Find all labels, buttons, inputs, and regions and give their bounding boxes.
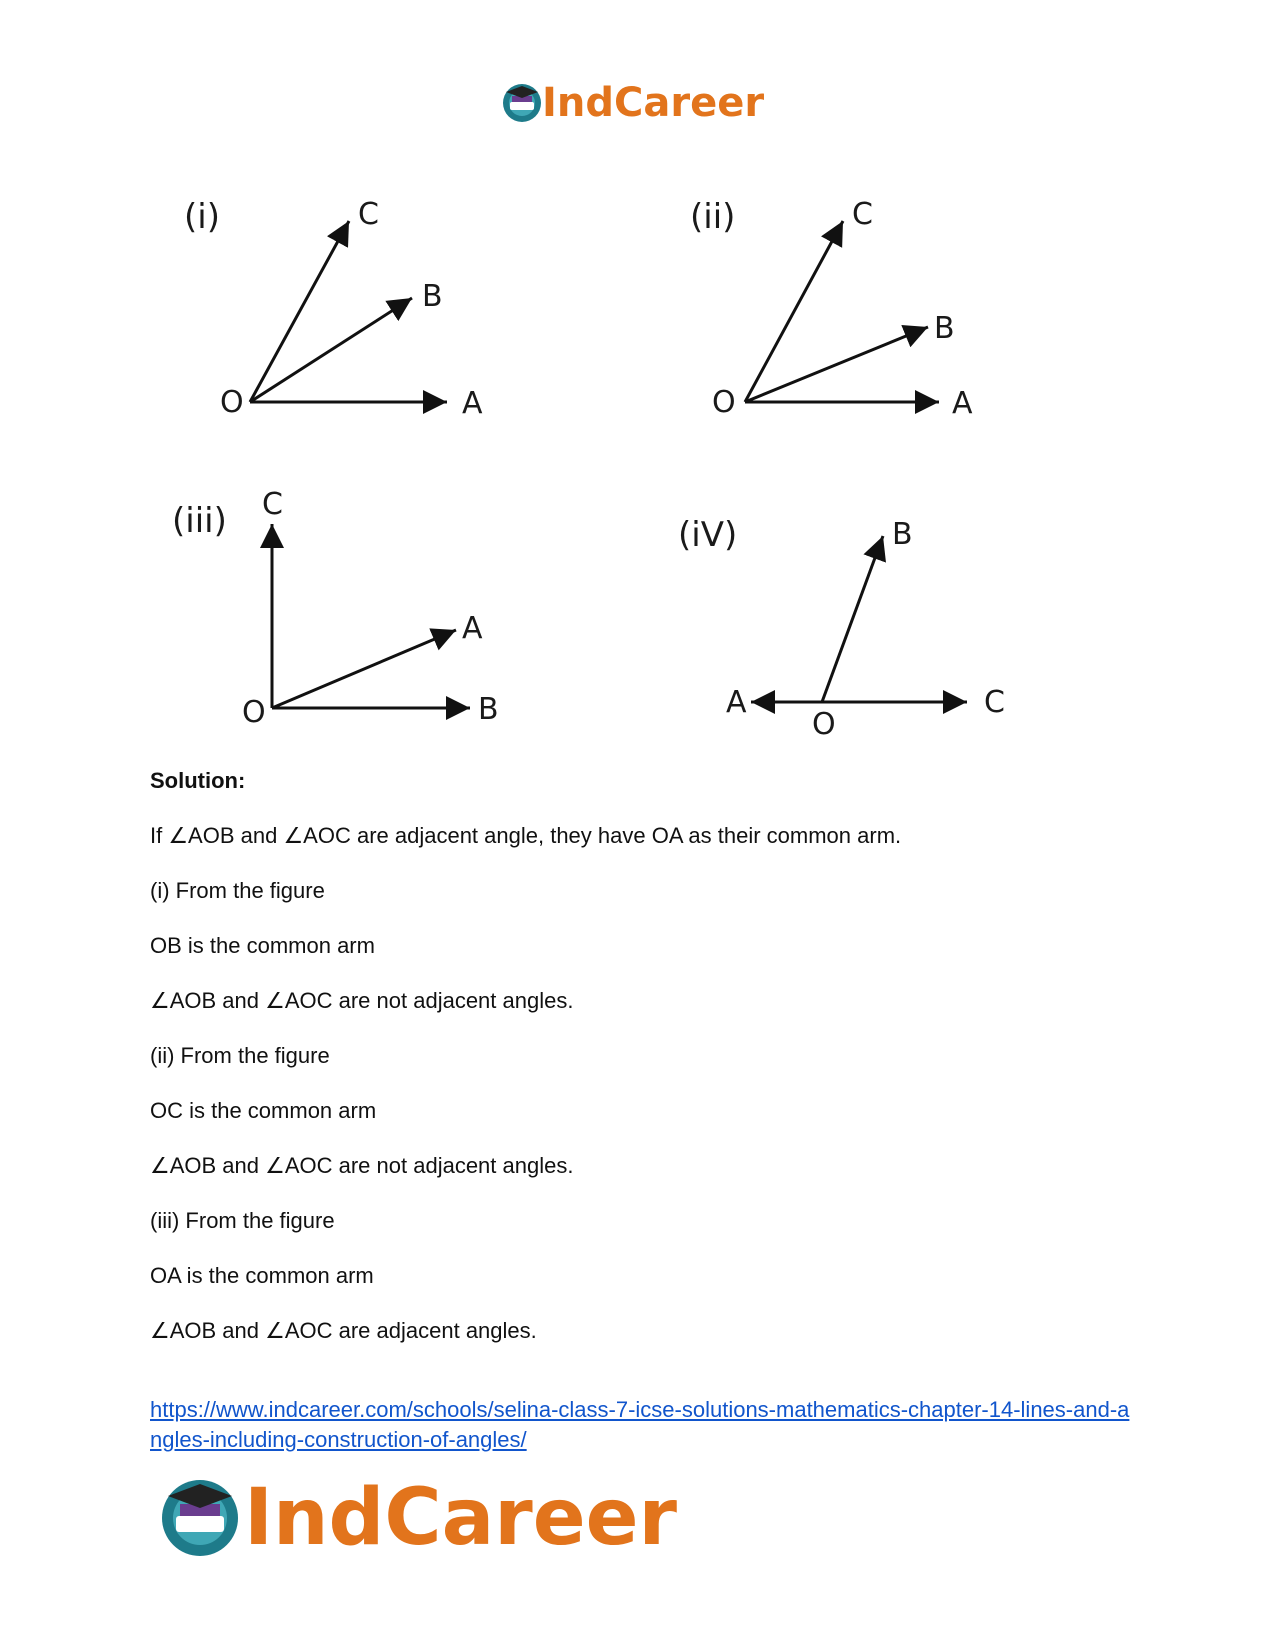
point-label: B	[892, 517, 913, 552]
figure-i	[184, 197, 483, 421]
point-label: O	[242, 695, 266, 730]
ray-ob	[250, 298, 412, 402]
logo-text: IndCareer	[244, 1473, 677, 1562]
solution-line: ∠AOB and ∠AOC are not adjacent angles.	[150, 988, 574, 1013]
point-label: O	[712, 385, 736, 420]
solution-line: ∠AOB and ∠AOC are adjacent angles.	[150, 1318, 537, 1343]
indcareer-logo-footer	[160, 1472, 720, 1562]
point-label: C	[984, 685, 1005, 720]
figure-label: (iii)	[172, 501, 227, 541]
point-label: B	[422, 279, 443, 314]
point-label: B	[478, 692, 499, 727]
point-label: C	[358, 197, 379, 232]
solution-line: If ∠AOB and ∠AOC are adjacent angle, they have OA as their common arm.	[150, 823, 902, 848]
figure-ii	[690, 197, 973, 421]
point-label: A	[726, 685, 747, 720]
point-label: A	[462, 386, 483, 421]
ray-oa	[272, 630, 456, 708]
point-label: C	[852, 197, 873, 232]
angle-figures	[0, 0, 1275, 740]
solution-section	[150, 768, 1150, 1373]
graduation-cap-icon	[162, 1480, 238, 1556]
point-label: O	[812, 707, 836, 740]
point-label: C	[262, 487, 283, 522]
figure-label: (iV)	[678, 515, 738, 555]
ray-ob	[745, 327, 928, 402]
figure-label: (i)	[184, 197, 220, 237]
ray-oc	[745, 221, 843, 402]
ray-ob	[822, 536, 883, 702]
point-label: O	[220, 385, 244, 420]
solution-line: OB is the common arm	[150, 933, 375, 958]
figure-iv	[678, 515, 1005, 740]
figure-label: (ii)	[690, 197, 736, 237]
point-label: B	[934, 311, 955, 346]
figure-iii	[172, 487, 499, 730]
solution-line: (iii) From the figure	[150, 1208, 335, 1233]
point-label: A	[462, 611, 483, 646]
solution-line: OA is the common arm	[150, 1263, 374, 1288]
source-link[interactable]: https://www.indcareer.com/schools/selina-class-7-icse-solutions-mathematics-chapter-14-lines-and-angles-including-construction-of-angles/	[150, 1397, 1130, 1452]
solution-line: (ii) From the figure	[150, 1043, 330, 1068]
solution-line: (i) From the figure	[150, 878, 325, 903]
solution-line: ∠AOB and ∠AOC are not adjacent angles.	[150, 1153, 574, 1178]
solution-heading: Solution:	[150, 768, 246, 793]
solution-line: OC is the common arm	[150, 1098, 377, 1123]
logo-text: IndCareer	[542, 80, 765, 126]
point-label: A	[952, 386, 973, 421]
ray-oc	[250, 221, 349, 402]
